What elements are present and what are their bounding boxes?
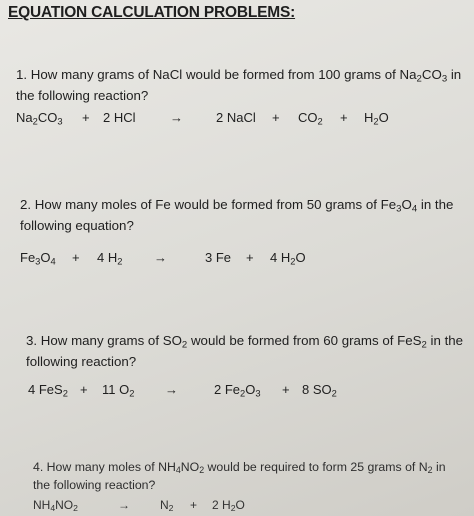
product-1: $N_2$ xyxy=(160,498,174,514)
worksheet-title: EQUATION CALCULATION PROBLEMS: xyxy=(8,4,296,21)
reactant-1: $NH_4NO_2$ xyxy=(33,498,78,514)
plus-sign: + xyxy=(272,110,280,125)
problem-1-line-2: the following reaction? xyxy=(16,88,149,103)
reaction-arrow: → xyxy=(165,382,178,397)
reactant-1: 4 FeS$_2$ xyxy=(28,382,68,399)
problem-2-line-1: 2. How many moles of Fe would be formed from 50 grams of $Fe_3O_4$ in the xyxy=(20,197,454,215)
reaction-arrow: → xyxy=(118,498,130,512)
product-1: 2 NaCl xyxy=(216,110,256,125)
plus-sign: + xyxy=(340,110,348,125)
reactant-1: $Fe_3O_4$ xyxy=(20,250,56,267)
plus-sign: + xyxy=(80,382,88,397)
problem-4-line-2: the following reaction? xyxy=(33,478,156,492)
plus-sign: + xyxy=(82,110,90,125)
product-3: $H_2O$ xyxy=(364,110,389,127)
problem-1-text xyxy=(16,64,461,106)
reactant-2: 2 HCl xyxy=(103,110,136,125)
problem-1-line-1: 1. How many grams of NaCl would be formed from 100 grams of $Na_2CO_3$ in xyxy=(16,67,462,85)
product-1: 3 Fe xyxy=(205,250,232,265)
problem-3-line-2: following reaction? xyxy=(26,354,137,369)
product-2: 4 $H_2O$ xyxy=(270,250,306,267)
problem-3-line-1: 3. How many grams of $SO_2$ would be formed from 60 grams of FeS$_2$ in the xyxy=(26,333,464,351)
product-1: 2 $Fe_2O_3$ xyxy=(214,382,261,399)
product-2: 2 $H_2O$ xyxy=(212,498,245,514)
reactant-1: $Na_2CO_3$ xyxy=(16,110,63,127)
plus-sign: + xyxy=(72,250,80,265)
plus-sign: + xyxy=(190,498,198,512)
product-2: $CO_2$ xyxy=(298,110,323,127)
reactant-2: 4 $H_2$ xyxy=(97,250,123,267)
problem-2-text xyxy=(20,194,453,236)
problem-2-line-2: following equation? xyxy=(20,218,134,233)
plus-sign: + xyxy=(246,250,254,265)
problem-3-text xyxy=(26,330,463,372)
plus-sign: + xyxy=(282,382,290,397)
reactant-2: 11 $O_2$ xyxy=(102,382,135,399)
problem-4-text xyxy=(33,458,446,494)
reaction-arrow: → xyxy=(170,110,183,125)
product-2: 8 $SO_2$ xyxy=(302,382,337,399)
reaction-arrow: → xyxy=(154,250,167,265)
problem-4-line-1: 4. How many moles of $NH_4NO_2$ would be required to form 25 grams of $N_2$ in xyxy=(33,460,446,476)
